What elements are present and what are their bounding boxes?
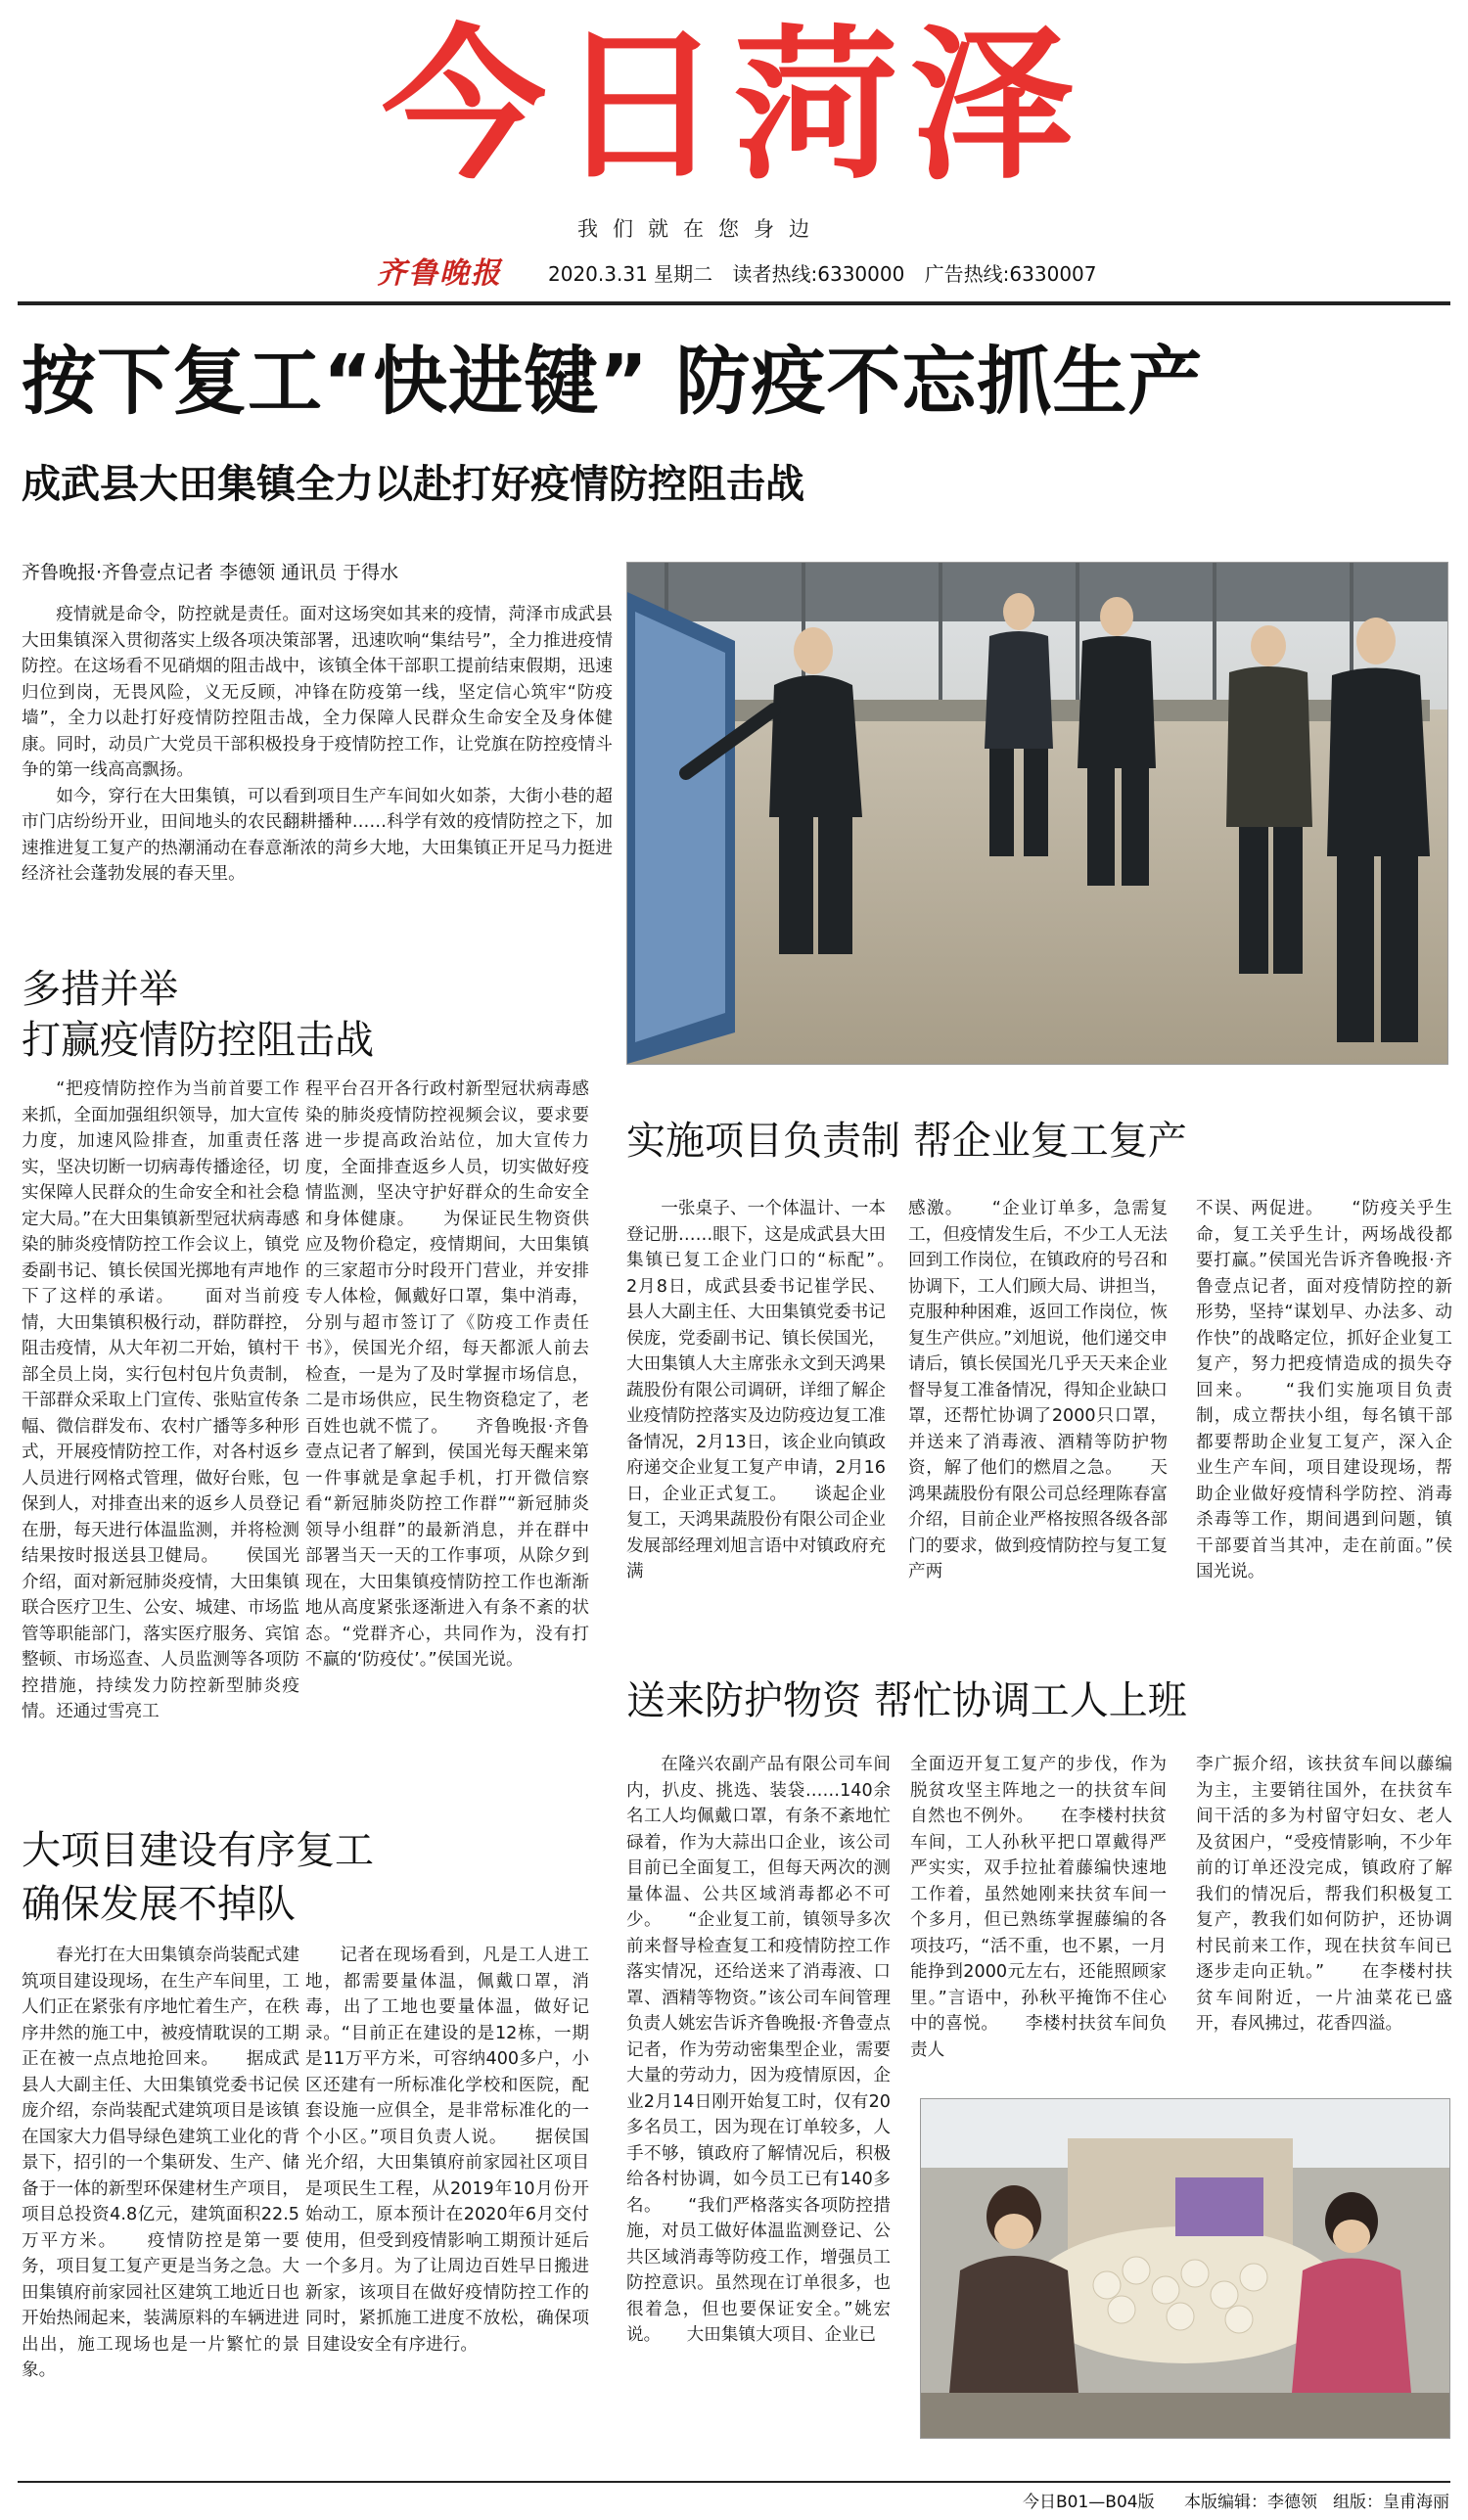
section-4-column-3 <box>1196 1752 1452 2085</box>
brand-logo: 齐鲁晚报 <box>377 256 502 291</box>
section-1-column-1 <box>22 1077 299 1796</box>
masthead-title: 今日菏泽 <box>382 10 1086 202</box>
section-4-paragraph: 在隆兴农副产品有限公司车间内，扒皮、挑选、装袋……140余名工人均佩戴口罩，有条不紊地忙碌着，作为大蒜出口企业，该公司目前已全面复工，但每天两次的测量体温、公共区域消毒都必不可少。 “企业复工前，镇领导多次前来督导检查复工和疫情防控工作落实情况，还给送来了消毒液、口罩、酒精等物资。”该公司车间管理负责人姚宏告诉齐鲁晚报·齐鲁壹点记者，作为劳动密集型企业，需要大量的劳动力，因为疫情原因，企业2月14日刚开始复工时，仅有20多名员工，因为现在订单较多，人手不够，镇政府了解情况后，积极给各村协调，如今员工已有140多名。 “我们严格落实各项防控措施，对员工做好体温监测登记、公共区域消毒等防疫工作，增强员工防控意识。虽然现在订单很多，也很着急，但也要保证安全。”姚宏说。 大田集镇大项目、企业已 <box>626 1755 891 2345</box>
section-1-title-line2: 打赢疫情防控阻击战 <box>22 1018 374 1063</box>
section-3-paragraph: 感激。 “企业订单多，急需复工，但疫情发生后，不少工人无法回到工作岗位，在镇政府的号召和协调下，工人们顾大局、讲担当，克服种种困难，返回工作岗位，恢复生产供应。”刘旭说，他们递交申请后，镇长侯国光几乎天天来企业督导复工准备情况，得知企业缺口罩，还帮忙协调了2000只口罩，并送来了消毒液、酒精等防护物资，解了他们的燃眉之急。 天鸿果蔬股份有限公司总经理陈春富介绍，目前企业严格按照各级各部门的要求，做到疫情防控与复工复产两 <box>908 1199 1168 1581</box>
section-4-paragraph: 李广振介绍，该扶贫车间以藤编为主，主要销往国外，在扶贫车间干活的多为村留守妇女、老人及贫困户，“受疫情影响，不少年前的订单还没完成，镇政府了解我们的情况后，帮我们积极复工复产，教我们如何防护，还协调村民前来工作，现在扶贫车间已逐步走向正轨。” 在李楼村扶贫车间附近，一片油菜花已盛开，春风拂过，花香四溢。 <box>1196 1755 1452 2034</box>
section-4-column-2 <box>910 1752 1167 2085</box>
section-3-title: 实施项目负责制 帮企业复工复产 <box>626 1119 1187 1164</box>
masthead-divider <box>18 301 1450 305</box>
footer-divider <box>18 2481 1450 2483</box>
section-1-paragraph: “把疫情防控作为当前首要工作来抓，全面加强组织领导，加大宣传力度，加速风险排查，加重责任落实，坚决切断一切病毒传播途径，切实保障人民群众的生命安全和社会稳定大局。”在大田集镇新型冠状病毒感染的肺炎疫情防控工作会议上，镇党委副书记、镇长侯国光掷地有声地作下了这样的承诺。 面对当前疫情，大田集镇积极行动，群防群控，阻击疫情，从大年初二开始，镇村干部全员上岗，实行包村包片负责制，干部群众采取上门宣传、张贴宣传条幅、微信群发布、农村广播等多种形式，开展疫情防控工作，对各村返乡人员进行网格式管理，做好台账，包保到人，对排查出来的返乡人员登记在册，每天进行体温监测，并将检测结果按时报送县卫健局。 侯国光介绍，面对新冠肺炎疫情，大田集镇联合医疗卫生、公安、城建、市场监管等职能部门，落实医疗服务、宾馆整顿、市场巡查、人员监测等各项防控措施，持续发力防控新型肺炎疫情。还通过雪亮工 <box>22 1079 299 1721</box>
reader-hotline: 读者热线:6330000 <box>732 262 905 286</box>
section-3-column-3 <box>1196 1196 1452 1627</box>
inspection-scene <box>627 563 1447 1064</box>
photo-officials-inspection <box>626 562 1448 1065</box>
intro-text <box>22 602 613 925</box>
section-3-paragraph: 不误、两促进。 “防疫关乎生命，复工关乎生计，两场战役都要打赢。”侯国光告诉齐鲁晚报·齐鲁壹点记者，面对疫情防控的新形势，坚持“谋划早、办法多、动作快”的战略定位，抓好企业复工复产，努力把疫情造成的损失夺回来。 “我们实施项目负责制，成立帮扶小组，每名镇干部都要帮助企业复工复产，深入企业生产车间，项目建设现场，帮助企业做好疫情科学防控、消毒杀毒等工作，期间遇到问题，镇干部要首当其冲，走在前面。”侯国光说。 <box>1196 1199 1452 1581</box>
byline: 齐鲁晚报·齐鲁壹点记者 李德领 通讯员 于得水 <box>22 562 399 583</box>
section-4-column-1 <box>626 1752 891 2447</box>
masthead-slogan: 我们就在您身边 <box>577 217 824 241</box>
issue-date: 2020.3.31 星期二 <box>548 262 713 286</box>
section-2-column-1 <box>22 1943 299 2466</box>
footer-layout: 组版：皇甫海丽 <box>1333 2493 1449 2512</box>
section-2-column-2 <box>305 1943 589 2466</box>
section-4-paragraph: 全面迈开复工复产的步伐，作为脱贫攻坚主阵地之一的扶贫车间自然也不例外。 在李楼村扶贫车间，工人孙秋平把口罩戴得严严实实，双手拉扯着藤编快速地工作着，虽然她刚来扶贫车间一个多月，但已熟练掌握藤编的各项技巧，“活不重，也不累，一月能挣到2000元左右，还能照顾家里。”言语中，孙秋平掩饰不住心中的喜悦。 李楼村扶贫车间负责人 <box>910 1755 1167 2060</box>
section-2-paragraph: 春光打在大田集镇奈尚装配式建筑项目建设现场，在生产车间里，工人们正在紧张有序地忙着生产，在秩序井然的施工中，被疫情耽误的工期正在被一点点地抢回来。 据成武县人大副主任、大田集镇党委书记侯庞介绍，奈尚装配式建筑项目是该镇在国家大力倡导绿色建筑工业化的背景下，招引的一个集研发、生产、储备于一体的新型环保建材生产项目，项目总投资4.8亿元，建筑面积22.5万平方米。 疫情防控是第一要务，项目复工复产更是当务之急。大田集镇府前家园社区建筑工地近日也开始热闹起来，装满原料的车辆进进出出，施工现场也是一片繁忙的景象。 <box>22 1946 299 2380</box>
section-4-title: 送来防护物资 帮忙协调工人上班 <box>626 1678 1187 1723</box>
section-1-paragraph: 程平台召开各行政村新型冠状病毒感染的肺炎疫情防控视频会议，要求要进一步提高政治站位，加大宣传力度，全面排查返乡人员，切实做好疫情监测，坚决守护好群众的生命安全和身体健康。 为保证民生物资供应及物价稳定，疫情期间，大田集镇的三家超市分时段开门营业，并安排专人体检，佩戴好口罩，集中消毒，分别与超市签订了《防疫工作责任书》，侯国光介绍，每天都派人前去检查，一是为了及时掌握市场信息，二是市场供应，民生物资稳定了，老百姓也就不慌了。 齐鲁晚报·齐鲁壹点记者了解到，侯国光每天醒来第一件事就是拿起手机，打开微信察看“新冠肺炎防控工作群”“新冠肺炎领导小组群”的最新消息，并在群中部署当天一天的工作事项，从除夕到现在，大田集镇疫情防控工作也渐渐地从高度紧张逐渐进入有条不紊的状态。“党群齐心，共同作为，没有打不赢的‘防疫仗’。”侯国光说。 <box>305 1079 589 1670</box>
section-2-paragraph: 记者在现场看到，凡是工人进工地，都需要量体温，佩戴口罩，消毒，出了工地也要量体温，做好记录。“目前正在建设的是12栋，一期是11万平方米，可容纳400多户，小区还建有一所标准化学校和医院，配套设施一应俱全，是非常标准化的一个小区。”项目负责人说。 据侯国光介绍，大田集镇府前家园社区项目是项民生工程，从2019年10月份开始动工，原本预计在2020年6月交付使用，但受到疫情影响工期预计延后一个多月。为了让周边百姓早日搬进新家，该项目在做好疫情防控工作的同时，紧抓施工进度不放松，确保项目建设安全有序进行。 <box>305 1946 589 2355</box>
sub-headline: 成武县大田集镇全力以赴打好疫情防控阻击战 <box>22 462 804 507</box>
intro-paragraph: 如今，穿行在大田集镇，可以看到项目生产车间如火如荼，大街小巷的超市门店纷纷开业，田间地头的农民翻耕播种……科学有效的疫情防控之下，加速推进复工复产的热潮涌动在春意渐浓的菏乡大地，大田集镇正开足马力挺进经济社会蓬勃发展的春天里。 <box>22 786 613 884</box>
footer-editor: 本版编辑：李德领 <box>1184 2493 1317 2512</box>
section-3-column-2 <box>908 1196 1168 1627</box>
ad-hotline: 广告热线:6330007 <box>924 262 1097 286</box>
section-2-title-line1: 大项目建设有序复工 <box>22 1828 374 1873</box>
workshop-scene <box>921 2099 1449 2438</box>
footer-pages: 今日B01—B04版 <box>1023 2493 1155 2512</box>
photo-workshop-workers <box>920 2098 1450 2439</box>
main-headline: 按下复工“快进键” 防疫不忘抓生产 <box>22 338 1204 425</box>
section-1-column-2 <box>305 1077 589 1796</box>
section-3-column-1 <box>626 1196 886 1627</box>
section-2-title-line2: 确保发展不掉队 <box>22 1882 296 1927</box>
section-1-title-line1: 多措并举 <box>22 967 178 1012</box>
intro-paragraph: 疫情就是命令，防控就是责任。面对这场突如其来的疫情，菏泽市成武县大田集镇深入贯彻落实上级各项决策部署，迅速吹响“集结号”，全力推进疫情防控。在这场看不见硝烟的阻击战中，该镇全体干部职工提前结束假期，迅速归位到岗，无畏风险，义无反顾，冲锋在防疫第一线，坚定信心筑牢“防疫墙”，全力以赴打好疫情防控阻击战，全力保障人民群众生命安全及身体健康。同时，动员广大党员干部积极投身于疫情防控工作，让党旗在防控疫情斗争的第一线高高飘扬。 <box>22 605 613 780</box>
masthead-info <box>548 258 1111 287</box>
section-3-paragraph: 一张桌子、一个体温计、一本登记册……眼下，这是成武县大田集镇已复工企业门口的“标配”。 2月8日，成武县委书记崔学民、县人大副主任、大田集镇党委书记侯庞，党委副书记、镇长侯国光，大田集镇人大主席张永文到天鸿果蔬股份有限公司调研，详细了解企业疫情防控落实及边防疫边复工准备情况，2月13日，该企业向镇政府递交企业复工复产申请，2月16日，企业正式复工。 谈起企业复工，天鸿果蔬股份有限公司企业发展部经理刘旭言语中对镇政府充满 <box>626 1199 886 1581</box>
